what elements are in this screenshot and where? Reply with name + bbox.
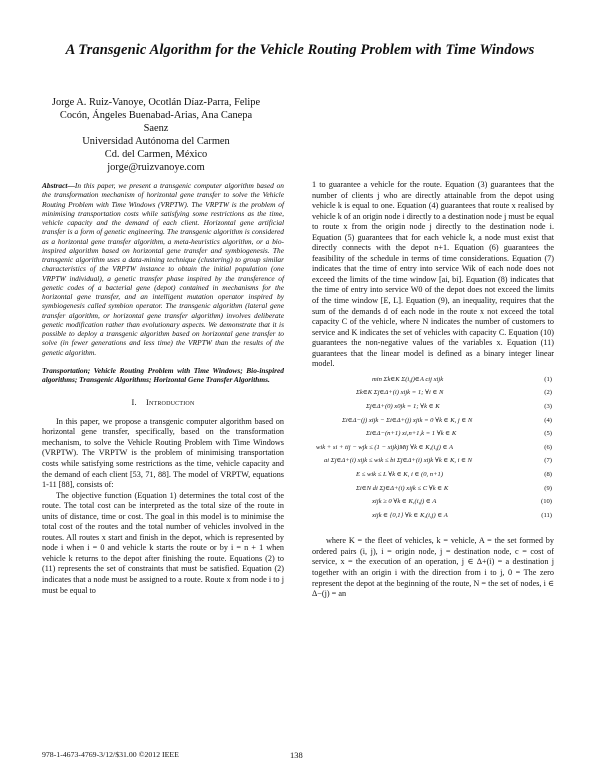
equation-number: (7)	[544, 457, 552, 465]
equation-number: (8)	[544, 471, 552, 478]
equation	[312, 454, 554, 468]
equation-expr: xijk ≥ 0 ∀k ∈ K,(i,j) ∈ A	[372, 498, 437, 506]
equation	[312, 441, 554, 455]
body-paragraph: 1 to guarantee a vehicle for the route. Equation (3) guarantees that the number of clients j who are directly attainable from the depot using vehicle k is equal to one. Equation (4) guarantees that route x realised by vehicle k of an origin node i directly to a destination node j must be equal to route x from the origin node j directly to the destination node i. Equation (5) guarantees that for each vehicle k, a node must exist that directly connects with the depot n+1. Equation (6) guarantees the feasibility of the schedule in terms of time considerations. Equation (7) indicates that the time of entry into service Wik of each node does not exceed the limits of the time window [ai, bi]. Equation (8) indicates that the time of entry into service W0 of the depot does not exceed the limits of the time window [E, L]. Equation (9), an inequality, requires that the sum of the demands d of each node in the route x not exceed the total capacity C of the vehicle, where N indicates the number of customers to service and K indicates the set of vehicles with capacity C. Equation (10) guarantees the non-negative values of the variables x. Equation (11) guarantees that the linear model is defined as a binary integer linear model.	[312, 180, 554, 369]
equation-expr: Σi∈Δ−(j) xijk − Σi∈Δ+(j) xjik = 0 ∀k ∈ K, j ∈ N	[342, 416, 473, 424]
equation-expr: Σk∈K Σj∈Δ+(i) xijk = 1; ∀i ∈ N	[356, 389, 444, 397]
equation-expr: Σj∈Δ+(0) x0jk = 1; ∀k ∈ K	[366, 403, 440, 411]
equation-expr: wik + si + tij − wjk ≤ (1 − xijk)Mij ∀k ∈ K,(i,j) ∈ A	[316, 443, 454, 451]
equation-number: (5)	[544, 430, 552, 438]
equation-expr: ai Σj∈Δ+(i) xijk ≤ wik ≤ bi Σj∈Δ+(i) xijk ∀k ∈ K, i ∈ N	[324, 457, 473, 465]
page-number: 138	[290, 750, 303, 760]
body-paragraph: where K = the fleet of vehicles, k = vehicle, A = the set formed by ordered pairs (i, j), i = origin node, j = destination node, c = cost of service, x = the execution of an operation, j ∈ Δ+(i) = a destination j together with an origin i with the direction from i to j, 0 = The zero represent the depot at the beginning of the route, N = the set of nodes, i ∈ Δ−(j) = an	[312, 536, 554, 599]
authors-line: Saenz	[143, 123, 169, 134]
location: Cd. del Carmen, México	[104, 149, 208, 160]
equation	[312, 482, 554, 496]
equation-number: (9)	[544, 484, 552, 492]
equation	[312, 400, 554, 414]
author-block	[40, 96, 272, 174]
equation	[312, 386, 554, 400]
email: jorge@ruizvanoye.com	[107, 162, 205, 173]
paper-title: A Transgenic Algorithm for the Vehicle Routing Problem with Time Windows	[65, 42, 535, 58]
equation-number: (1)	[544, 375, 552, 383]
left-column	[42, 181, 284, 596]
abstract-label: Abstract—	[42, 181, 75, 190]
equation-number: (11)	[541, 511, 552, 519]
equation-number: (6)	[544, 443, 552, 451]
abstract-text: In this paper, we present a transgenic computer algorithm based on the transformation mechanism of horizontal gene transfer to solve the Vehicle Routing Problem with Time Windows (VRPTW). The VRPTW is the problem of minimising transportation costs while satisfying some restrictions as the time, vehicle capacity and the demand of each client. Horizontal gene artificial transfer is a form of genetic engineering. The transgenic algorithm is considered as a horizontal gene transfer algorithm, a meta-heuristics algorithm, or a bio-inspired algorithm based on horizontal gene transfer and symbiogenesis. The transgenic algorithm uses a data-mining technique (clustering) to group similar characteristics of the VRPTW instance to obtain the initial population (one VRPTW individual), a genetic transfer phase inspired by the transference of genetic codes of a bacterial gene (depot) contained in mechanisms for the horizontal gene transfer, and an intelligent mutation operator inspired by symbiogenesis called symbion operator. The transgenic algorithm (lateral gene transfer algorithm, or horizontal gene transfer algorithm) involves deliberate genetic modification rather than evolutionary aspects. We demonstrate that it is possible to deploy a transgenic algorithm based on horizontal gene transfer to solve (in fewer generations and less time) the VRPTW than the results of the genetic algorithm.	[42, 181, 284, 357]
section-heading	[42, 398, 284, 409]
equation-number: (4)	[544, 416, 552, 424]
intro-paragraph: In this paper, we propose a transgenic computer algorithm based on horizontal gene transfer, specifically, based on the transformation mechanism, to solve the Vehicle Routing Problem with Time Windows (VRPTW). The VRPTW is the problem of minimising transportation costs while satisfying some restrictions as the time, vehicle capacity and the demand of each client [53, 71, 88]. The model of VRPTW, equations 1-11 [88], consists of:	[42, 416, 284, 490]
equation	[312, 495, 554, 509]
equation-number: (10)	[541, 498, 552, 506]
right-column	[312, 180, 554, 600]
intro-paragraph: The objective function (Equation 1) determines the total cost of the route. The total cost can be interpreted as the total size of the route in units of distance, time or cost. The goal in this model is to minimise the total cost of the routes and the total number of vehicles involved in the routes. All routes x start and finish in the depot, which is represented by node i when i = 0 and vehicle k starts the route or by i = n + 1 when vehicle k returns to the depot after finishing the route. Equations (2) to (11) represents the set of constraints that must be satisfied. Equation (2) indicates that a node must be assigned to a route. Route x from node i to j must be equal to	[42, 490, 284, 595]
equation-number: (2)	[544, 389, 552, 397]
equation	[312, 509, 554, 523]
equation	[312, 373, 554, 387]
authors-line: Jorge A. Ruiz-Vanoye, Ocotlán Díaz-Parra, Felipe	[51, 97, 261, 108]
equation-number: (3)	[544, 403, 552, 411]
equation-expr: Σi∈Δ−(n+1) xi,n+1,k = 1 ∀k ∈ K	[366, 430, 457, 438]
section-number: I.	[131, 398, 137, 408]
equation-expr: xijk ∈ {0,1} ∀k ∈ K,(i,j) ∈ A	[372, 511, 448, 519]
equation-expr: Σi∈N di Σj∈Δ+(i) xijk ≤ C ∀k ∈ K	[356, 484, 449, 492]
equation	[312, 427, 554, 441]
authors-line: Cocón, Ángeles Buenabad-Arias, Ana Canepa	[59, 110, 253, 121]
equation	[312, 468, 554, 482]
equation	[312, 414, 554, 428]
abstract	[42, 181, 284, 357]
section-title: Introduction	[145, 398, 195, 408]
affiliation: Universidad Autónoma del Carmen	[82, 136, 230, 147]
copyright-notice: 978-1-4673-4769-3/12/$31.00 ©2012 IEEE	[42, 750, 179, 759]
equation-block	[312, 373, 554, 523]
equation-expr: min Σk∈K Σ(i,j)∈A cij xijk	[372, 375, 444, 383]
keywords: Transportation; Vehicle Routing Problem with Time Windows; Bio-inspired algorithms; Transgenic Algorithms; Horizontal Gene Transfer Algorithms.	[42, 365, 284, 384]
equation-expr: E ≤ wik ≤ L ∀k ∈ K, i ∈ (0, n+1)	[356, 471, 444, 478]
